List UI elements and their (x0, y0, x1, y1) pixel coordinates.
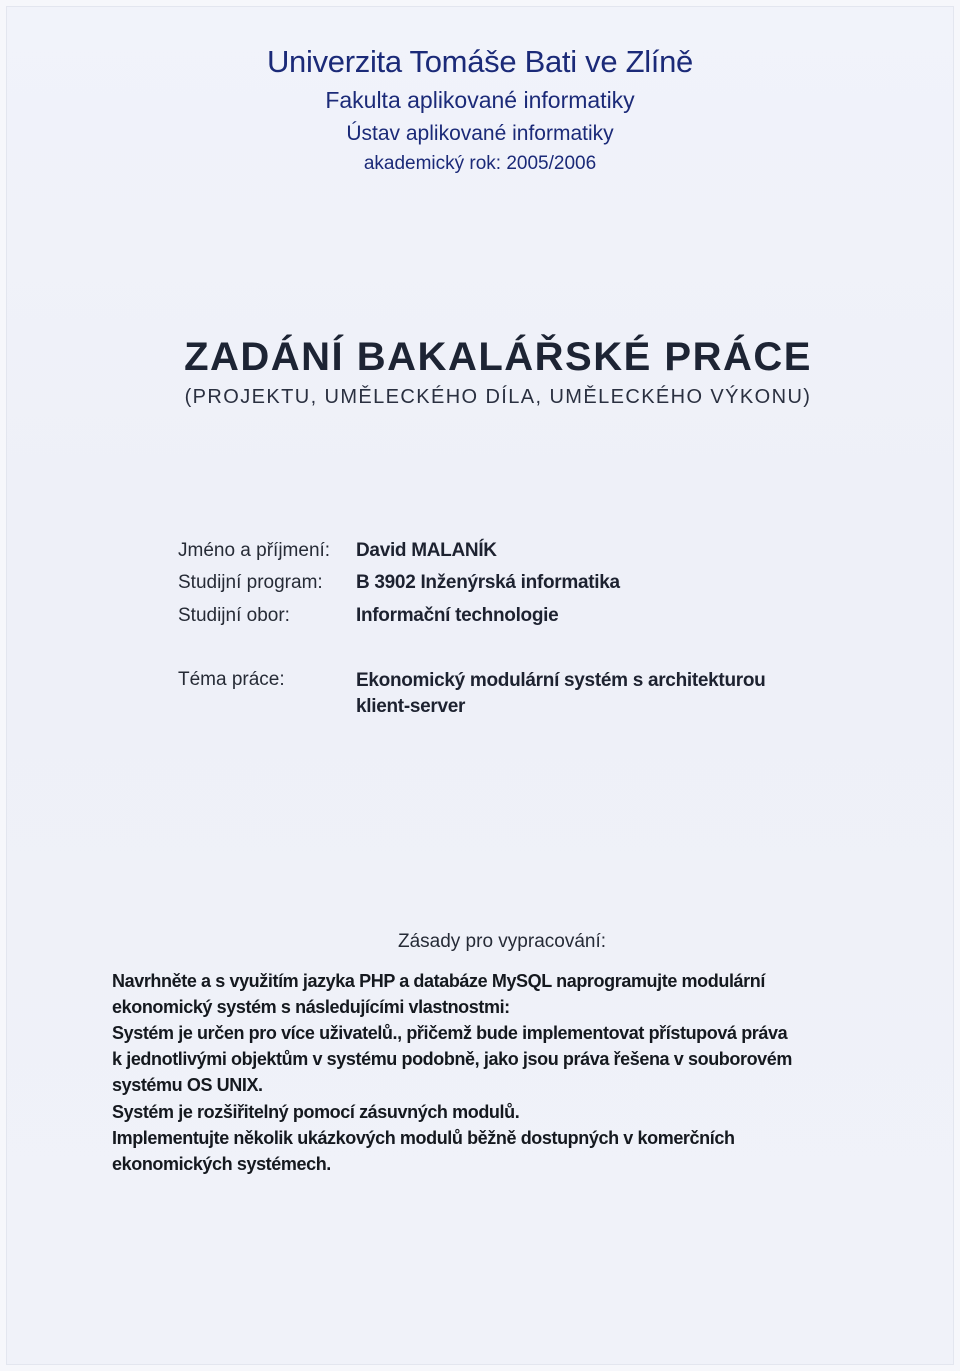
name-value: David MALANÍK (356, 540, 497, 561)
program-label: Studijní program: (178, 572, 323, 593)
name-label: Jméno a příjmení: (178, 540, 331, 561)
guidelines-heading: Zásady pro vypracování: (397, 931, 607, 952)
guidelines-line: systému OS UNIX. (112, 1075, 263, 1095)
branch-value: Informační technologie (356, 605, 559, 626)
document-subtitle: (PROJEKTU, UMĚLECKÉHO DÍLA, UMĚLECKÉHO VÝKONU) (184, 386, 812, 408)
guidelines-line: Navrhněte a s využitím jazyka PHP a databáze MySQL naprogramujte modulární (112, 971, 765, 991)
faculty-name: Fakulta aplikované informatiky (325, 87, 635, 113)
topic-value-line-2: klient-server (356, 696, 466, 717)
guidelines-line: ekonomický systém s následujícími vlastnostmi: (112, 997, 510, 1017)
guidelines-line: k jednotlivými objektům v systému podobně, jako jsou práva řešena v souborovém (112, 1049, 793, 1069)
branch-label: Studijní obor: (178, 605, 290, 626)
guidelines-line: ekonomických systémech. (112, 1154, 331, 1174)
academic-year: akademický rok: 2005/2006 (363, 153, 597, 174)
topic-label: Téma práce: (178, 669, 285, 690)
guidelines-line: Systém je určen pro více uživatelů., přičemž bude implementovat přístupová práva (112, 1023, 788, 1043)
institute-name: Ústav aplikované informatiky (346, 122, 614, 145)
guidelines-line: Systém je rozšiřitelný pomocí zásuvných modulů. (112, 1102, 520, 1122)
guidelines-line: Implementujte několik ukázkových modulů běžně dostupných v komerčních (112, 1128, 735, 1148)
topic-value-line-1: Ekonomický modulární systém s architekturou (356, 670, 766, 691)
university-name: Univerzita Tomáše Bati ve Zlíně (266, 44, 694, 79)
program-value: B 3902 Inženýrská informatika (356, 572, 620, 593)
document-title: ZADÁNÍ BAKALÁŘSKÉ PRÁCE (184, 335, 812, 379)
